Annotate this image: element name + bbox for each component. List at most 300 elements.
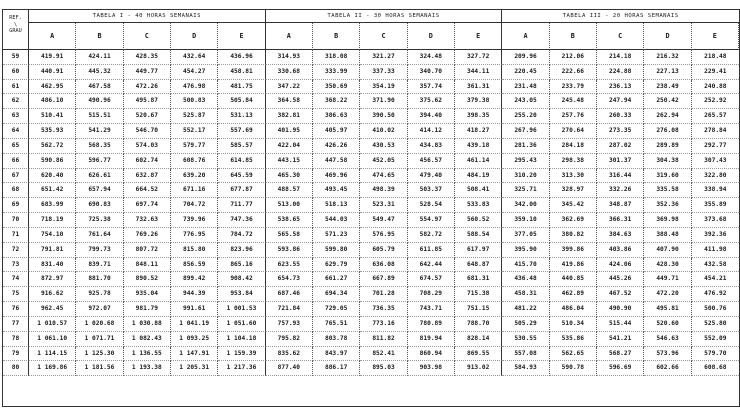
table-cell: 304.38 <box>644 154 691 169</box>
table-cell: 430.53 <box>360 139 407 154</box>
table-cell: 414.12 <box>408 124 455 139</box>
table-cell: 267.96 <box>502 124 549 139</box>
row-ref: 71 <box>3 228 29 243</box>
salary-table <box>2 9 740 407</box>
table-cell: 481.75 <box>218 80 265 95</box>
table-cell: 490.90 <box>597 302 644 317</box>
table-cell: 757.93 <box>266 317 313 332</box>
table-cell: 828.14 <box>455 332 502 347</box>
table-cell: 568.27 <box>597 347 644 362</box>
table-cell: 452.05 <box>360 154 407 169</box>
table-cell: 333.99 <box>313 65 360 80</box>
table-cell: 359.10 <box>502 213 549 228</box>
row-ref: 64 <box>3 124 29 139</box>
table-cell: 321.27 <box>360 50 407 65</box>
row-ref: 74 <box>3 272 29 287</box>
table-cell: 403.86 <box>597 243 644 258</box>
table-cell: 674.57 <box>408 272 455 287</box>
grade-header: B <box>313 23 360 50</box>
table-cell: 1 001.53 <box>218 302 265 317</box>
table-cell: 1 104.18 <box>218 332 265 347</box>
table-cell: 510.34 <box>550 317 597 332</box>
table-cell: 465.30 <box>266 169 313 184</box>
table-cell: 636.08 <box>360 258 407 273</box>
table-cell: 784.72 <box>218 228 265 243</box>
table-cell: 562.65 <box>550 347 597 362</box>
table-cell: 1 159.39 <box>218 347 265 362</box>
table-cell: 962.45 <box>29 302 76 317</box>
table-cell: 247.94 <box>597 94 644 109</box>
table-cell: 318.08 <box>313 50 360 65</box>
table-cell: 289.89 <box>644 139 691 154</box>
table-cell: 654.73 <box>266 272 313 287</box>
table-cell: 428.35 <box>124 50 171 65</box>
table-cell: 229.41 <box>692 65 739 80</box>
table-cell: 439.18 <box>455 139 502 154</box>
table-cell: 895.03 <box>360 361 407 376</box>
table-cell: 390.50 <box>360 109 407 124</box>
table-cell: 530.55 <box>502 332 549 347</box>
table-cell: 388.48 <box>644 228 691 243</box>
table-cell: 399.86 <box>550 243 597 258</box>
table-cell: 214.18 <box>597 50 644 65</box>
table-cell: 292.77 <box>692 139 739 154</box>
table-cell: 593.86 <box>266 243 313 258</box>
grade-header: B <box>550 23 597 50</box>
table-cell: 732.63 <box>124 213 171 228</box>
table-cell: 743.71 <box>408 302 455 317</box>
row-ref: 76 <box>3 302 29 317</box>
table-cell: 479.40 <box>408 169 455 184</box>
table-cell: 552.17 <box>171 124 218 139</box>
table-cell: 255.20 <box>502 109 549 124</box>
table-cell: 549.47 <box>360 213 407 228</box>
table-cell: 815.80 <box>171 243 218 258</box>
table-cell: 729.05 <box>313 302 360 317</box>
row-ref: 80 <box>3 361 29 376</box>
table-cell: 327.72 <box>455 50 502 65</box>
table-cell: 481.22 <box>502 302 549 317</box>
table-cell: 445.26 <box>597 272 644 287</box>
table-cell: 233.79 <box>550 80 597 95</box>
table-cell: 432.64 <box>171 50 218 65</box>
table-cell: 1 147.91 <box>171 347 218 362</box>
table-cell: 642.44 <box>408 258 455 273</box>
table-cell: 574.03 <box>124 139 171 154</box>
table-cell: 972.07 <box>76 302 123 317</box>
table-cell: 252.92 <box>692 94 739 109</box>
table-cell: 568.35 <box>76 139 123 154</box>
table-cell: 944.39 <box>171 287 218 302</box>
table-cell: 648.87 <box>455 258 502 273</box>
table-cell: 474.65 <box>360 169 407 184</box>
table-cell: 704.72 <box>171 198 218 213</box>
table-cell: 515.44 <box>597 317 644 332</box>
table-cell: 596.69 <box>597 361 644 376</box>
table-cell: 657.94 <box>76 183 123 198</box>
table-cell: 908.42 <box>218 272 265 287</box>
table-cell: 340.70 <box>408 65 455 80</box>
table-cell: 694.34 <box>313 287 360 302</box>
table-cell: 284.18 <box>550 139 597 154</box>
table-cell: 498.39 <box>360 183 407 198</box>
table-cell: 617.97 <box>455 243 502 258</box>
table-cell: 380.82 <box>550 228 597 243</box>
table-cell: 410.02 <box>360 124 407 139</box>
table-cell: 458.31 <box>502 287 549 302</box>
table-cell: 602.74 <box>124 154 171 169</box>
table-cell: 560.52 <box>455 213 502 228</box>
table-cell: 535.93 <box>29 124 76 139</box>
table-cell: 776.95 <box>171 228 218 243</box>
row-ref: 67 <box>3 169 29 184</box>
table-cell: 366.31 <box>597 213 644 228</box>
table-cell: 462.89 <box>550 287 597 302</box>
table-cell: 791.81 <box>29 243 76 258</box>
table-cell: 220.45 <box>502 65 549 80</box>
table-cell: 449.77 <box>124 65 171 80</box>
table-cell: 541.29 <box>76 124 123 139</box>
table-cell: 231.48 <box>502 80 549 95</box>
table-cell: 486.04 <box>550 302 597 317</box>
table-2-title: TABELA II - 30 HORAS SEMANAIS <box>266 10 503 23</box>
row-ref: 60 <box>3 65 29 80</box>
table-cell: 335.58 <box>644 183 691 198</box>
table-cell: 301.37 <box>597 154 644 169</box>
table-cell: 377.05 <box>502 228 549 243</box>
table-cell: 835.62 <box>266 347 313 362</box>
table-cell: 769.26 <box>124 228 171 243</box>
table-cell: 697.74 <box>124 198 171 213</box>
table-cell: 368.22 <box>313 94 360 109</box>
table-cell: 273.35 <box>597 124 644 139</box>
table-cell: 533.83 <box>455 198 502 213</box>
table-cell: 319.60 <box>644 169 691 184</box>
table-cell: 953.84 <box>218 287 265 302</box>
row-ref: 59 <box>3 50 29 65</box>
table-cell: 262.94 <box>644 109 691 124</box>
grade-header: D <box>408 23 455 50</box>
table-cell: 881.70 <box>76 272 123 287</box>
table-cell: 588.54 <box>455 228 502 243</box>
table-cell: 831.40 <box>29 258 76 273</box>
table-cell: 398.35 <box>455 109 502 124</box>
table-cell: 361.31 <box>455 80 502 95</box>
table-cell: 608.76 <box>171 154 218 169</box>
table-cell: 765.51 <box>313 317 360 332</box>
table-cell: 467.52 <box>597 287 644 302</box>
table-cell: 661.27 <box>313 272 360 287</box>
table-cell: 364.58 <box>266 94 313 109</box>
table-cell: 472.20 <box>644 287 691 302</box>
table-cell: 701.28 <box>360 287 407 302</box>
table-cell: 681.31 <box>455 272 502 287</box>
table-cell: 761.64 <box>76 228 123 243</box>
table-cell: 436.96 <box>218 50 265 65</box>
table-cell: 584.93 <box>502 361 549 376</box>
table-cell: 788.70 <box>455 317 502 332</box>
row-ref: 77 <box>3 317 29 332</box>
table-cell: 493.45 <box>313 183 360 198</box>
table-cell: 458.81 <box>218 65 265 80</box>
grade-header: E <box>218 23 265 50</box>
table-cell: 843.97 <box>313 347 360 362</box>
table-cell: 823.96 <box>218 243 265 258</box>
table-cell: 243.05 <box>502 94 549 109</box>
table-cell: 520.67 <box>124 109 171 124</box>
table-cell: 803.78 <box>313 332 360 347</box>
table-cell: 935.04 <box>124 287 171 302</box>
table-cell: 538.65 <box>266 213 313 228</box>
table-cell: 440.91 <box>29 65 76 80</box>
table-cell: 287.02 <box>597 139 644 154</box>
table-cell: 773.16 <box>360 317 407 332</box>
table-cell: 424.06 <box>597 258 644 273</box>
table-cell: 1 125.30 <box>76 347 123 362</box>
table-cell: 525.87 <box>171 109 218 124</box>
table-cell: 445.32 <box>76 65 123 80</box>
table-cell: 276.08 <box>644 124 691 139</box>
table-cell: 357.74 <box>408 80 455 95</box>
table-cell: 250.42 <box>644 94 691 109</box>
table-cell: 216.32 <box>644 50 691 65</box>
table-cell: 981.79 <box>124 302 171 317</box>
table-cell: 281.36 <box>502 139 549 154</box>
table-cell: 1 061.10 <box>29 332 76 347</box>
table-cell: 337.33 <box>360 65 407 80</box>
table-cell: 528.54 <box>408 198 455 213</box>
table-cell: 518.13 <box>313 198 360 213</box>
table-cell: 379.38 <box>455 94 502 109</box>
table-cell: 811.82 <box>360 332 407 347</box>
table-cell: 505.29 <box>502 317 549 332</box>
table-cell: 472.26 <box>124 80 171 95</box>
table-cell: 739.96 <box>171 213 218 228</box>
table-cell: 860.94 <box>408 347 455 362</box>
table-cell: 265.57 <box>692 109 739 124</box>
table-cell: 903.98 <box>408 361 455 376</box>
table-cell: 515.51 <box>76 109 123 124</box>
table-cell: 721.84 <box>266 302 313 317</box>
table-cell: 227.13 <box>644 65 691 80</box>
table-cell: 394.40 <box>408 109 455 124</box>
table-cell: 500.76 <box>692 302 739 317</box>
table-cell: 257.76 <box>550 109 597 124</box>
table-cell: 347.22 <box>266 80 313 95</box>
table-cell: 1 051.60 <box>218 317 265 332</box>
table-cell: 449.71 <box>644 272 691 287</box>
table-cell: 310.20 <box>502 169 549 184</box>
table-cell: 503.37 <box>408 183 455 198</box>
table-cell: 354.19 <box>360 80 407 95</box>
table-cell: 562.72 <box>29 139 76 154</box>
table-cell: 535.86 <box>550 332 597 347</box>
table-cell: 1 093.25 <box>171 332 218 347</box>
table-cell: 401.95 <box>266 124 313 139</box>
table-cell: 350.69 <box>313 80 360 95</box>
table-cell: 332.26 <box>597 183 644 198</box>
table-cell: 330.68 <box>266 65 313 80</box>
table-cell: 614.85 <box>218 154 265 169</box>
table-cell: 541.21 <box>597 332 644 347</box>
table-cell: 484.19 <box>455 169 502 184</box>
table-cell: 362.69 <box>550 213 597 228</box>
table-cell: 298.38 <box>550 154 597 169</box>
table-cell: 395.90 <box>502 243 549 258</box>
table-cell: 886.17 <box>313 361 360 376</box>
table-cell: 546.70 <box>124 124 171 139</box>
table-cell: 313.30 <box>550 169 597 184</box>
table-cell: 585.57 <box>218 139 265 154</box>
table-cell: 525.80 <box>692 317 739 332</box>
table-cell: 582.72 <box>408 228 455 243</box>
table-cell: 1 169.86 <box>29 361 76 376</box>
table-cell: 651.42 <box>29 183 76 198</box>
table-cell: 355.89 <box>692 198 739 213</box>
table-cell: 495.81 <box>644 302 691 317</box>
table-cell: 1 020.68 <box>76 317 123 332</box>
table-cell: 708.29 <box>408 287 455 302</box>
table-cell: 711.77 <box>218 198 265 213</box>
table-cell: 819.94 <box>408 332 455 347</box>
row-ref: 61 <box>3 80 29 95</box>
table-cell: 667.89 <box>360 272 407 287</box>
table-cell: 1 205.31 <box>171 361 218 376</box>
table-cell: 371.90 <box>360 94 407 109</box>
row-ref: 79 <box>3 347 29 362</box>
table-cell: 443.15 <box>266 154 313 169</box>
table-cell: 476.98 <box>171 80 218 95</box>
table-cell: 238.49 <box>644 80 691 95</box>
table-cell: 212.06 <box>550 50 597 65</box>
table-cell: 916.62 <box>29 287 76 302</box>
table-cell: 270.64 <box>550 124 597 139</box>
table-cell: 424.11 <box>76 50 123 65</box>
table-cell: 432.58 <box>692 258 739 273</box>
table-cell: 623.55 <box>266 258 313 273</box>
table-cell: 645.59 <box>218 169 265 184</box>
table-cell: 488.57 <box>266 183 313 198</box>
table-cell: 322.80 <box>692 169 739 184</box>
table-cell: 544.03 <box>313 213 360 228</box>
table-cell: 608.68 <box>692 361 739 376</box>
table-cell: 869.55 <box>455 347 502 362</box>
table-cell: 505.84 <box>218 94 265 109</box>
table-cell: 1 082.43 <box>124 332 171 347</box>
table-cell: 345.42 <box>550 198 597 213</box>
row-ref: 69 <box>3 198 29 213</box>
table-cell: 664.52 <box>124 183 171 198</box>
table-cell: 328.97 <box>550 183 597 198</box>
table-cell: 639.20 <box>171 169 218 184</box>
table-cell: 725.38 <box>76 213 123 228</box>
table-cell: 314.93 <box>266 50 313 65</box>
table-cell: 671.16 <box>171 183 218 198</box>
table-cell: 718.19 <box>29 213 76 228</box>
table-cell: 428.30 <box>644 258 691 273</box>
table-cell: 715.38 <box>455 287 502 302</box>
table-cell: 486.10 <box>29 94 76 109</box>
table-cell: 342.00 <box>502 198 549 213</box>
table-cell: 795.82 <box>266 332 313 347</box>
table-cell: 899.42 <box>171 272 218 287</box>
table-cell: 426.26 <box>313 139 360 154</box>
table-cell: 324.48 <box>408 50 455 65</box>
table-cell: 316.44 <box>597 169 644 184</box>
table-cell: 373.68 <box>692 213 739 228</box>
table-cell: 209.96 <box>502 50 549 65</box>
table-cell: 1 136.55 <box>124 347 171 362</box>
table-cell: 419.86 <box>550 258 597 273</box>
table-cell: 852.41 <box>360 347 407 362</box>
table-cell: 218.48 <box>692 50 739 65</box>
row-ref: 63 <box>3 109 29 124</box>
table-cell: 278.84 <box>692 124 739 139</box>
table-cell: 469.96 <box>313 169 360 184</box>
table-cell: 382.81 <box>266 109 313 124</box>
table-cell: 260.33 <box>597 109 644 124</box>
table-cell: 440.85 <box>550 272 597 287</box>
table-cell: 554.97 <box>408 213 455 228</box>
table-cell: 418.27 <box>455 124 502 139</box>
table-cell: 890.52 <box>124 272 171 287</box>
table-cell: 490.96 <box>76 94 123 109</box>
table-cell: 476.92 <box>692 287 739 302</box>
grade-header: A <box>29 23 76 50</box>
grade-header: C <box>124 23 171 50</box>
table-cell: 454.21 <box>692 272 739 287</box>
table-cell: 683.99 <box>29 198 76 213</box>
table-cell: 1 010.57 <box>29 317 76 332</box>
table-cell: 590.78 <box>550 361 597 376</box>
table-cell: 1 181.56 <box>76 361 123 376</box>
table-cell: 520.60 <box>644 317 691 332</box>
table-cell: 611.85 <box>408 243 455 258</box>
table-cell: 375.62 <box>408 94 455 109</box>
table-cell: 436.48 <box>502 272 549 287</box>
table-cell: 415.70 <box>502 258 549 273</box>
table-cell: 467.58 <box>76 80 123 95</box>
grade-header: D <box>171 23 218 50</box>
corner-slash: \ <box>13 21 18 28</box>
table-3-title: TABELA III - 20 HORAS SEMANAIS <box>502 10 739 23</box>
table-cell: 1 193.38 <box>124 361 171 376</box>
table-cell: 1 030.88 <box>124 317 171 332</box>
table-cell: 629.79 <box>313 258 360 273</box>
table-cell: 690.83 <box>76 198 123 213</box>
table-cell: 602.66 <box>644 361 691 376</box>
grade-header: B <box>76 23 123 50</box>
table-cell: 1 114.15 <box>29 347 76 362</box>
table-cell: 1 071.71 <box>76 332 123 347</box>
corner-ref: REF. <box>9 15 22 21</box>
grade-header: A <box>266 23 313 50</box>
table-cell: 384.63 <box>597 228 644 243</box>
table-cell: 338.94 <box>692 183 739 198</box>
table-cell: 495.87 <box>124 94 171 109</box>
table-cell: 224.88 <box>597 65 644 80</box>
table-cell: 462.95 <box>29 80 76 95</box>
row-ref: 62 <box>3 94 29 109</box>
table-cell: 780.89 <box>408 317 455 332</box>
table-cell: 348.87 <box>597 198 644 213</box>
table-cell: 392.36 <box>692 228 739 243</box>
table-cell: 736.35 <box>360 302 407 317</box>
grade-header: E <box>692 23 739 50</box>
table-cell: 865.16 <box>218 258 265 273</box>
table-cell: 222.66 <box>550 65 597 80</box>
row-ref: 75 <box>3 287 29 302</box>
